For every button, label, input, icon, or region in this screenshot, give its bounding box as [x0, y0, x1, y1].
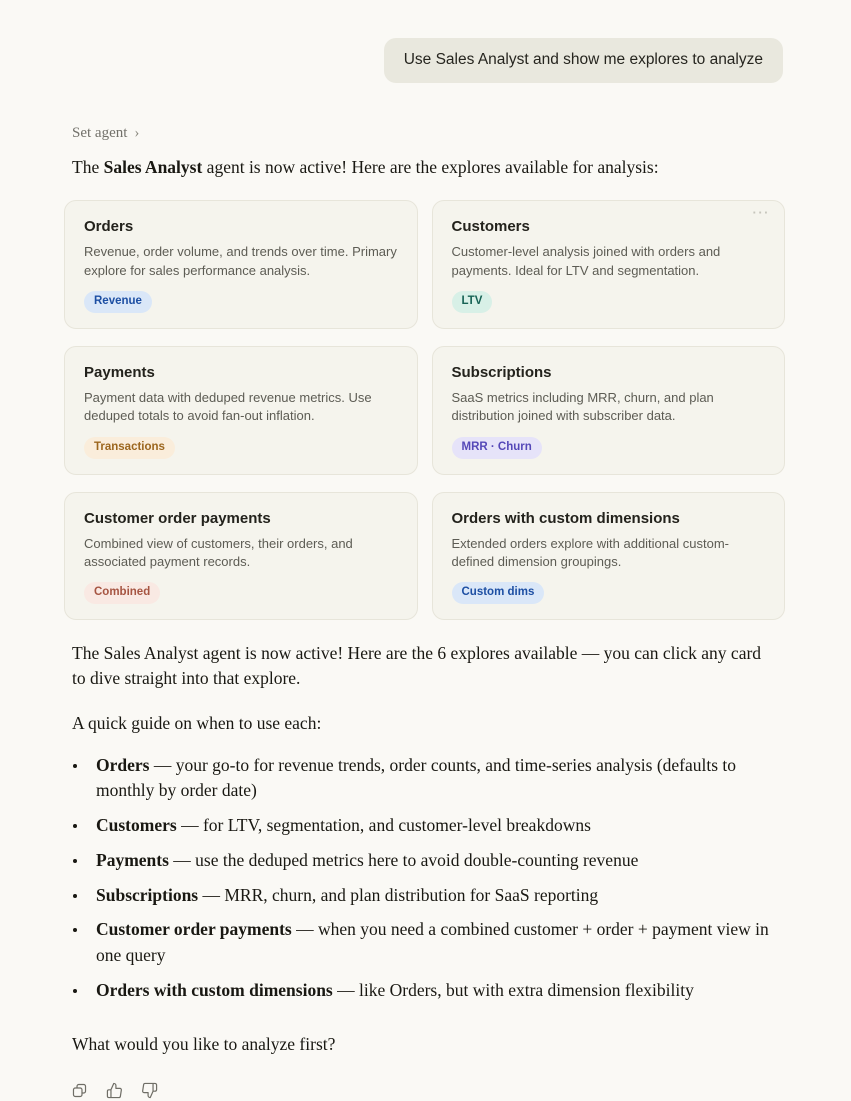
copy-icon — [71, 1082, 88, 1099]
card-description: Extended orders explore with additional custom-defined dimension groupings. — [451, 535, 729, 569]
thumbs-down-icon — [141, 1082, 158, 1099]
bullet-dot — [73, 859, 77, 863]
user-message-text: Use Sales Analyst and show me explores to analyze — [403, 51, 763, 68]
card-title: Customers — [451, 218, 530, 236]
card-title: Customer order payments — [84, 509, 271, 527]
explore-card-customer-order-payments[interactable] — [64, 492, 418, 621]
card-description: Combined view of customers, their orders, and associated payment records. — [84, 535, 353, 569]
list-item-term: Customer order payments — [96, 919, 292, 940]
guide-list — [64, 753, 785, 1004]
list-item — [64, 917, 776, 968]
user-message-bubble — [384, 38, 783, 83]
list-item-desc: — MRR, churn, and plan distribution for SaaS reporting — [198, 884, 599, 905]
card-badge: Combined — [84, 582, 160, 604]
card-description: Customer-level analysis joined with orders and payments. Ideal for LTV and segmentation. — [451, 244, 721, 278]
list-item-term: Orders with custom dimensions — [96, 979, 333, 1000]
card-badge: Custom dims — [452, 582, 545, 604]
card-badge: Revenue — [84, 291, 152, 313]
list-item-text — [96, 883, 598, 909]
explore-cards-grid — [64, 200, 785, 620]
assistant-response — [0, 83, 851, 1101]
list-item-term: Orders — [96, 754, 150, 775]
thumbs-up-icon — [106, 1082, 123, 1099]
copy-button[interactable] — [69, 1080, 90, 1101]
intro-post: agent is now active! Here are the explores available for analysis: — [202, 156, 659, 177]
list-item-text — [96, 978, 694, 1004]
list-item-desc: — like Orders, but with extra dimension flexibility — [332, 979, 694, 1000]
intro-agent-name: Sales Analyst — [103, 156, 203, 177]
bullet-dot — [73, 824, 77, 828]
card-badge: MRR · Churn — [452, 437, 542, 459]
card-description: Revenue, order volume, and trends over time. Primary explore for sales performance analysis. — [84, 244, 397, 278]
message-actions — [69, 1080, 785, 1101]
explore-card-payments[interactable] — [64, 346, 418, 475]
card-title: Orders — [84, 218, 134, 236]
list-item — [64, 883, 776, 909]
ellipsis-menu-icon[interactable]: ··· — [752, 205, 770, 221]
user-message-row — [0, 0, 851, 83]
guide-heading: A quick guide on when to use each: — [72, 713, 322, 734]
set-agent-label: Set agent — [72, 124, 128, 141]
intro-text — [72, 155, 785, 180]
list-item-text — [96, 813, 591, 839]
set-agent-step[interactable] — [72, 125, 139, 142]
list-item-text — [96, 753, 776, 804]
card-badge: LTV — [452, 291, 493, 313]
bullet-dot — [73, 894, 77, 898]
explore-card-subscriptions[interactable] — [432, 346, 786, 475]
explore-card-orders-custom-dimensions[interactable] — [432, 492, 786, 621]
card-title: Payments — [84, 363, 155, 381]
card-title: Subscriptions — [451, 363, 552, 381]
explore-card-customers[interactable] — [432, 200, 786, 329]
list-item — [64, 978, 776, 1004]
card-badge: Transactions — [84, 437, 175, 459]
list-item-desc: — for LTV, segmentation, and customer-level breakdowns — [176, 815, 591, 836]
bullet-dot — [73, 928, 77, 932]
list-item — [64, 813, 776, 839]
card-description: Payment data with deduped revenue metrics. Use deduped totals to avoid fan-out inflation. — [84, 389, 372, 424]
explore-card-orders[interactable] — [64, 200, 418, 329]
list-item-term: Payments — [96, 849, 169, 870]
list-item-text — [96, 848, 638, 874]
thumbs-down-button[interactable] — [139, 1080, 160, 1101]
list-item-term: Subscriptions — [96, 884, 199, 905]
bullet-dot — [73, 989, 77, 993]
chevron-right-icon: › — [134, 124, 140, 141]
list-item — [64, 753, 776, 804]
list-item-text — [96, 917, 776, 968]
intro-pre: The — [72, 156, 104, 177]
list-item-desc: — your go-to for revenue trends, order counts, and time-series analysis (defaults to monthly by order date) — [96, 754, 737, 801]
list-item — [64, 848, 776, 874]
list-item-term: Customers — [96, 815, 177, 836]
bullet-dot — [73, 764, 77, 768]
list-item-desc: — when you need a combined customer + order + payment view in one query — [96, 919, 769, 966]
closing-question: What would you like to analyze first? — [72, 1034, 336, 1055]
list-item-desc: — use the deduped metrics here to avoid double-counting revenue — [168, 849, 639, 870]
thumbs-up-button[interactable] — [104, 1080, 125, 1101]
summary-paragraph: The Sales Analyst agent is now active! Here are the 6 explores available — you can click any card to dive straight into that explore. — [72, 643, 762, 688]
card-description: SaaS metrics including MRR, churn, and plan distribution joined with subscriber data. — [451, 389, 714, 424]
card-title: Orders with custom dimensions — [451, 509, 680, 527]
